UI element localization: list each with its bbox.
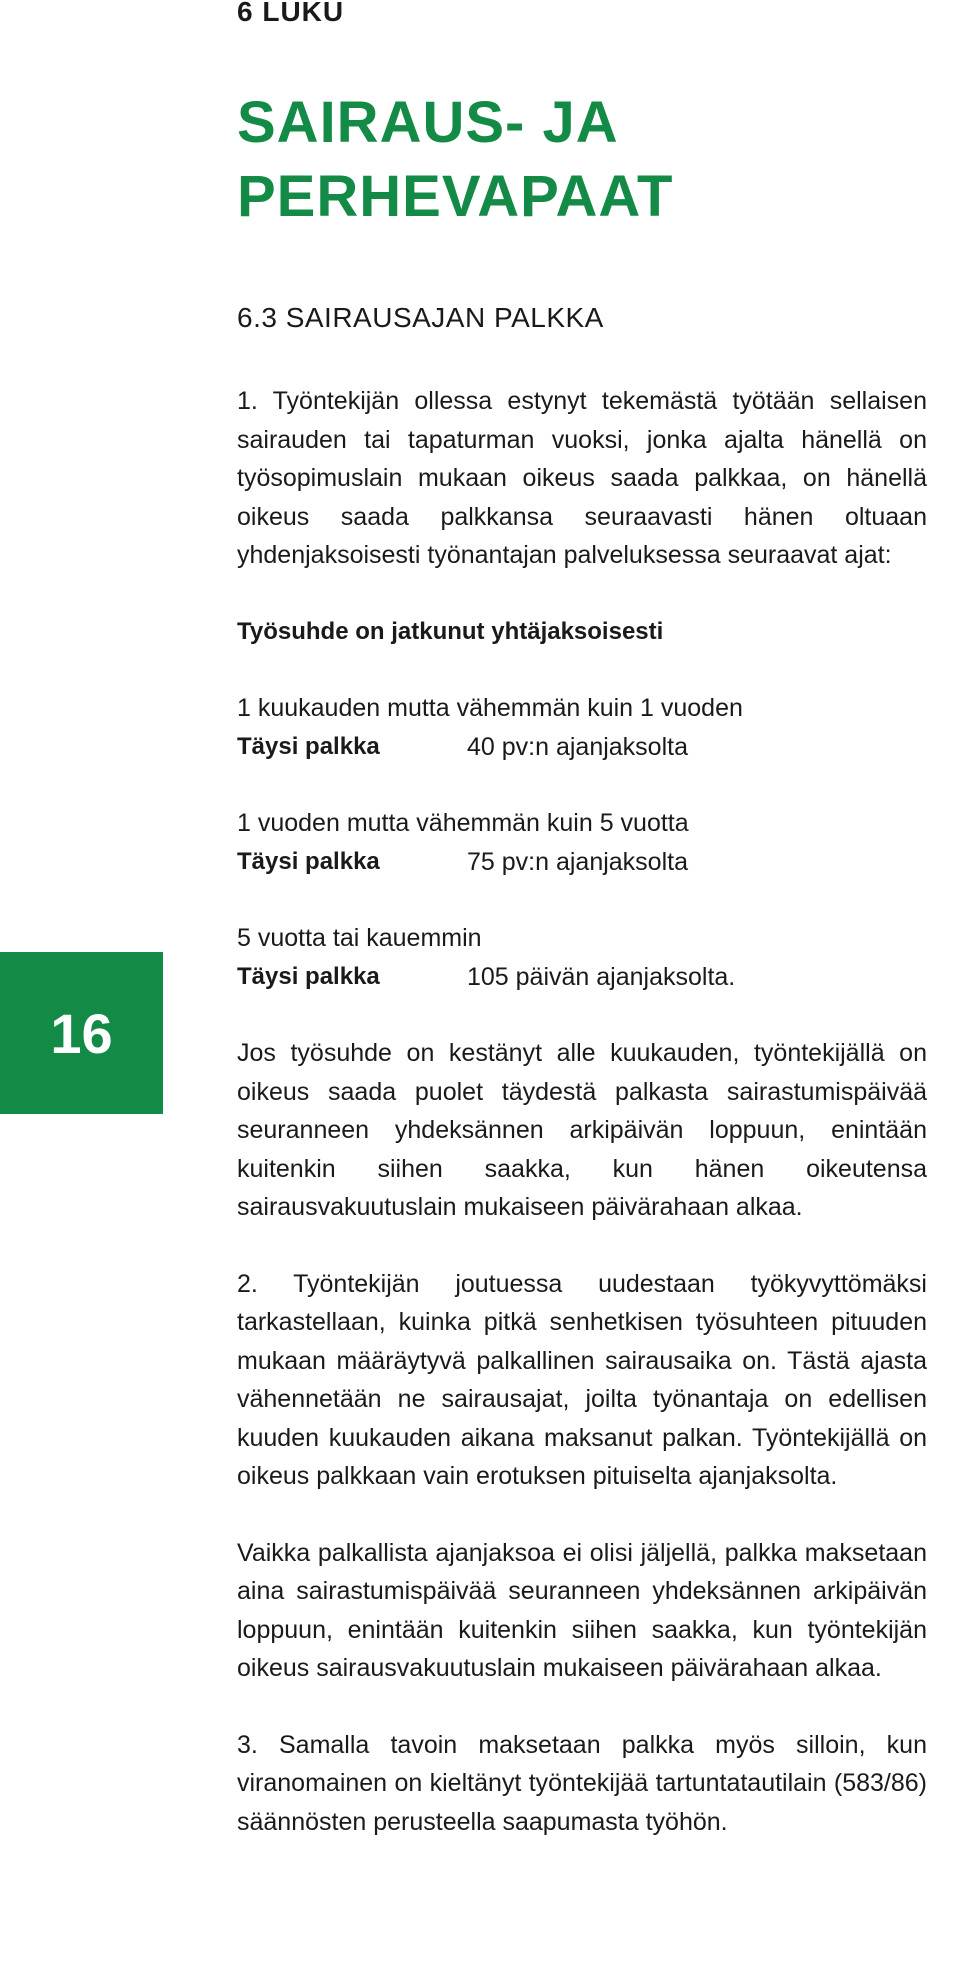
tier-label: Täysi palkka xyxy=(237,847,380,875)
tier-label: Täysi palkka xyxy=(237,732,380,760)
tier-condition: 5 vuotta tai kauemmin xyxy=(237,924,482,952)
section-title: 6.3 SAIRAUSAJAN PALKKA xyxy=(237,302,604,333)
tier-subheading: Työsuhde on jatkunut yhtäjaksoisesti xyxy=(237,617,664,645)
page-number-badge xyxy=(0,952,163,1114)
paragraph-1: 1. Työntekijän ollessa estynyt tekemästä työtään sellaisen sairauden tai tapaturman vuoksi, jonka ajalta hänellä on työsopimuslain mukaan oikeus saada palkkaa, on hänellä oikeus saada palkkansa seuraavasti hänen oltuaan yhdenjaksoisesti työnantajan palveluksessa seuraavat ajat: xyxy=(237,387,927,569)
chapter-label: 6 LUKU xyxy=(237,0,345,27)
tier-period: 75 pv:n ajanjaksolta xyxy=(467,847,688,876)
tier-condition: 1 kuukauden mutta vähemmän kuin 1 vuoden xyxy=(237,694,743,722)
chapter-title-line2: PERHEVAPAAT xyxy=(237,164,674,229)
tier-period: 105 päivän ajanjaksolta. xyxy=(467,962,736,991)
tier-2 xyxy=(237,804,927,881)
tier-condition: 1 vuoden mutta vähemmän kuin 5 vuotta xyxy=(237,809,689,837)
chapter-title-line1: SAIRAUS- JA xyxy=(237,90,619,155)
tier-period: 40 pv:n ajanjaksolta xyxy=(467,732,688,761)
page-number: 16 xyxy=(50,1001,113,1065)
paragraph-2b: Vaikka palkallista ajanjaksoa ei olisi jäljellä, palkka maksetaan aina sairastumispäivää seuranneen yhdeksännen arkipäivän loppuun, enintään kuitenkin siihen saakka, kun työntekijän oikeus sairausvakuutuslain mukaiseen päivärahaan alkaa. xyxy=(237,1538,927,1682)
paragraph-2: 2. Työntekijän joutuessa uudestaan työkyvyttömäksi tarkastellaan, kuinka pitkä senhetkisen työsuhteen pituuden mukaan määräytyvä palkallinen sairausaika on. Tästä ajasta vähennetään ne sairausajat, joilta työnantaja on edellisen kuuden kuukauden aikana maksanut palkan. Työntekijällä on oikeus palkkaan vain erotuksen pituiselta ajanjaksolta. xyxy=(237,1269,927,1490)
document-body xyxy=(237,382,927,1841)
paragraph-3: 3. Samalla tavoin maksetaan palkka myös silloin, kun viranomainen on kieltänyt työntekijää tartuntatautilain (583/86) säännösten perusteella saapumasta työhön. xyxy=(237,1730,927,1836)
tier-label: Täysi palkka xyxy=(237,962,380,990)
chapter-title xyxy=(237,86,673,234)
paragraph-short-employment: Jos työsuhde on kestänyt alle kuukauden, työntekijällä on oikeus saada puolet täydestä palkasta sairastumispäivää seuranneen yhdeksännen arkipäivän loppuun, enintään kuitenkin siihen saakka, kun hänen oikeutensa sairausvakuutuslain mukaiseen päivärahaan alkaa. xyxy=(237,1039,927,1221)
tier-1 xyxy=(237,689,927,766)
tier-3 xyxy=(237,919,927,996)
